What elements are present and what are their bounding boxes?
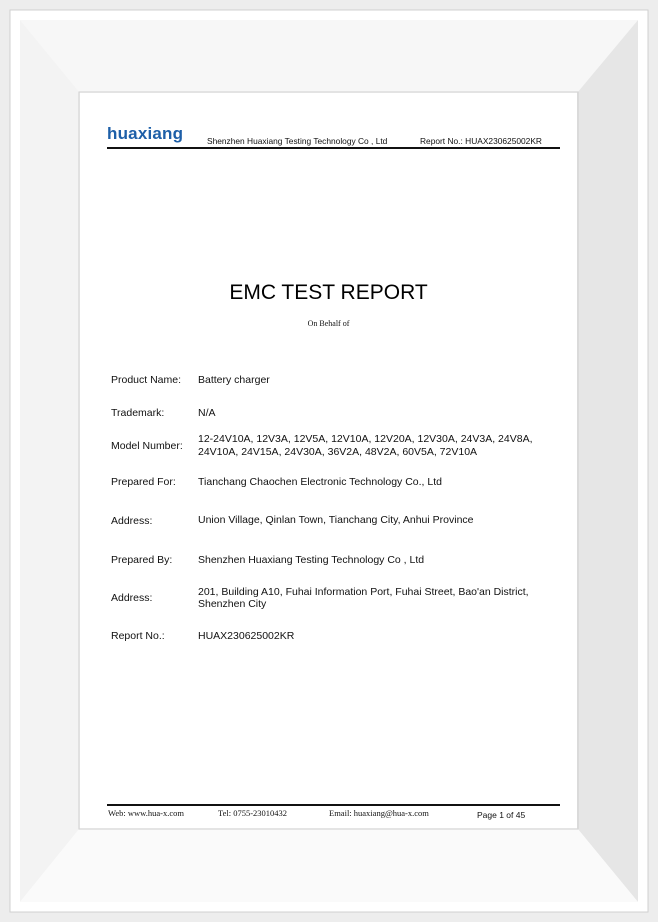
company-logo: huaxiang: [107, 124, 184, 143]
report-subtitle: On Behalf of: [307, 319, 350, 328]
field-value-address-2-line2: Shenzhen City: [198, 598, 267, 610]
field-label-prepared-by: Prepared By:: [111, 554, 173, 566]
field-label-address-2: Address:: [111, 592, 153, 604]
field-label-trademark: Trademark:: [111, 407, 165, 419]
header-report-no: Report No.: HUAX230625002KR: [420, 136, 542, 146]
field-value-prepared-by: Shenzhen Huaxiang Testing Technology Co , Ltd: [198, 554, 425, 566]
footer-page-number: Page 1 of 45: [477, 810, 526, 820]
field-value-address-1: Union Village, Qinlan Town, Tianchang City, Anhui Province: [198, 514, 474, 526]
report-title: EMC TEST REPORT: [229, 281, 428, 304]
footer-rule: [107, 804, 560, 806]
footer-web: Web: www.hua-x.com: [108, 808, 184, 818]
field-label-address-1: Address:: [111, 515, 153, 527]
field-value-report-no: HUAX230625002KR: [198, 630, 295, 642]
header-company: Shenzhen Huaxiang Testing Technology Co , Ltd: [207, 136, 388, 146]
field-value-model-number-line2: 24V10A, 24V15A, 24V30A, 36V2A, 48V2A, 60V5A, 72V10A: [198, 446, 478, 458]
report-page: [80, 93, 577, 828]
field-label-product-name: Product Name:: [111, 374, 182, 386]
field-value-model-number-line1: 12-24V10A, 12V3A, 12V5A, 12V10A, 12V20A, 12V30A, 24V3A, 24V8A,: [198, 433, 533, 445]
field-label-prepared-for: Prepared For:: [111, 476, 176, 488]
field-value-address-2-line1: 201, Building A10, Fuhai Information Port, Fuhai Street, Bao'an District,: [198, 586, 529, 598]
footer-email: Email: huaxiang@hua-x.com: [329, 808, 429, 818]
field-value-prepared-for: Tianchang Chaochen Electronic Technology Co., Ltd: [198, 476, 442, 488]
field-value-trademark: N/A: [198, 407, 216, 419]
field-label-model-number: Model Number:: [111, 440, 183, 452]
footer-tel: Tel: 0755-23010432: [218, 808, 288, 818]
header-rule: [107, 147, 560, 149]
field-value-product-name: Battery charger: [198, 374, 270, 386]
field-label-report-no: Report No.:: [111, 630, 165, 642]
